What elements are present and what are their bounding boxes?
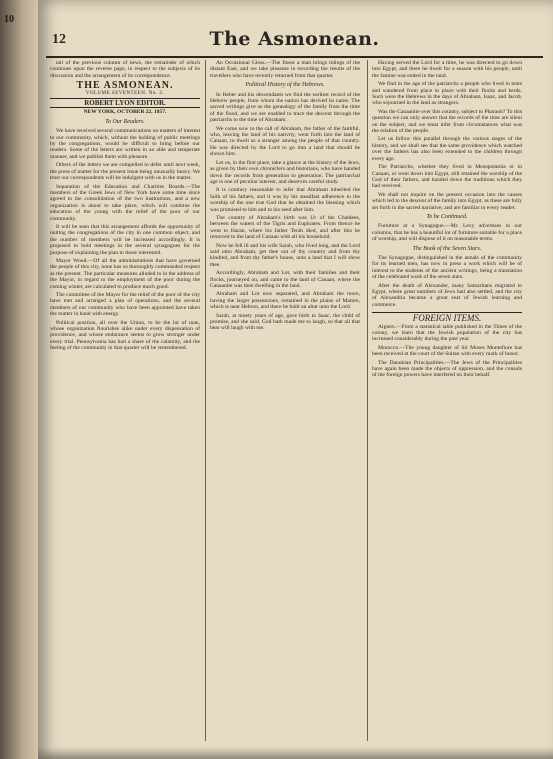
article-paragraph: Mayor Wood.—Of all the administrations that have governed the people of this city, none has so thoroughly commanded respect as the present. The particular measures alluded to in the address of the Mayor, in regard to the employment of the poor during the coming winter, are calculated to produce much good. — [50, 257, 200, 290]
article-paragraph: It is contrary reasonable to infer that Abraham inherited the faith of his fathers, and it was by his steadfast adherence to the worship of the one true God that he obtained the blessing which was promised to him and to his seed after him. — [210, 187, 360, 213]
section-heading: Political History of the Hebrews. — [245, 82, 325, 89]
masthead-title: The Asmonean. — [209, 28, 380, 50]
editor-line: ROBERT LYON EDITOR. — [50, 98, 200, 108]
article-paragraph: In Heber and his descendants we find the earliest record of the Hebrew people, from whom the nation has derived its name. The sacred writings give us the genealogy of the family from the time of the flood, and we are enabled to trace the descent through the patriarchs to the time of Abraham. — [210, 91, 360, 124]
article-paragraph: The Patriarchs, whether they lived in Mesopotamia or in Canaan, or went down into Egypt, still retained the worship of the God of their fathers, and handed down the traditions which they had received. — [372, 164, 522, 190]
column-3 — [372, 60, 522, 741]
article-paragraph: Sarah, at ninety years of age, gave birth to Isaac, the child of promise, and she said, God hath made me to laugh, so that all that hear will laugh with me. — [210, 312, 360, 332]
newspaper-page — [38, 0, 553, 759]
article-paragraph: The Danubian Principalities.—The Jews of the Principalities have again been made the objects of oppression, and the consuls of the foreign powers have interfered on their behalf. — [372, 359, 522, 379]
column-2 — [210, 60, 360, 741]
article-paragraph: It will be seen that this arrangement affords the opportunity of uniting the congregations of the city in one common object, and the number of members will be increased accordingly. It is proposed to hold meetings in the several synagogues for the purpose of explaining the plan to those interested. — [50, 223, 200, 256]
article-paragraph: Let us, in the first place, take a glance at the history of the Jews, as given by their own chroniclers and historians, who have handed down the records from generation to generation. The patriarchal age is one of peculiar interest, and deserves careful study. — [210, 159, 360, 185]
article-paragraph: Political position, all over the Union, to be the lot of man, whose organization flourishes alike under every dispensation of providence, and whose endurance seems to grow stronger under every trial. Pennsylvania has had a share of the calamity, and the feeling of the community in that quarter will be remembered. — [50, 319, 200, 352]
article-paragraph: The country of Abraham's birth was Ur of the Chaldees, between the waters of the Tigris and Euphrates. From thence he went to Haran, where his father Terah died, and after this he removed to the land of Canaan with all his household. — [210, 214, 360, 241]
article-paragraph: Accordingly, Abraham and Lot, with their families and their flocks, journeyed on, and came to the land of Canaan, where the Canaanite was then dwelling in the land. — [210, 270, 360, 289]
article-paragraph: Separation of the Education and Charities Boards.—The members of the Greek Jews of New York have some time since agreed to the consolidation of the two institutions, and a new organization is about to take place, which will combine the education of the young with the relief of the poor of our community. — [50, 183, 200, 222]
article-paragraph: After the death of Alexander, many Samaritans migrated to Egypt, where great numbers of Jews had also settled, and the city of Alexandria became a great seat of Jewish learning and commerce. — [372, 282, 522, 308]
article-paragraph: We come now to the call of Abraham, the father of the faithful, who, leaving the land of his nativity, went forth into the land of Canaan, to dwell as a stranger among the people of that country. He was directed by the Lord to go into a land that should be shown him. — [210, 125, 360, 158]
section-heading: The Book of the Seven Stars. — [412, 245, 482, 252]
article-paragraph: Was the Canaanite over this country, subject to Pharaoh? To this question we can only answer that the records of the time are silent on the subject, and we must infer from circumstances what was the relation of the people. — [372, 108, 522, 135]
columns — [46, 60, 543, 741]
article-paragraph: Now he fell ill and his wife Sarah, who lived long, and the Lord said unto Abraham, get thee out of thy country and from thy kindred, and from thy father's house, unto a land that I will show thee. — [210, 242, 360, 268]
article-paragraph: Abraham and Lot now separated, and Abraham the more, having the larger possessions, remained in the plains of Mamre, which is near Hebron, and there he built an altar unto the Lord. — [210, 291, 360, 311]
column-rule — [367, 60, 368, 741]
page-number: 12 — [52, 32, 66, 47]
foreign-items-heading: FOREIGN ITEMS. — [372, 312, 522, 321]
date-line: NEW YORK, OCTOBER 22, 1857. — [83, 109, 167, 116]
article-paragraph: The Synagogue, distinguished in the annals of the community for its learned men, has now in press a work which will be of interest to the students of the ancient writings, being a translation of the celebrated work of the seven stars. — [372, 254, 522, 281]
masthead-rule — [46, 56, 543, 58]
article-paragraph: An Occasional Gloss.—The finest a man brings tidings of the distant East, and we take pleasure in recording the results of the travellers who have recently returned from that quarter. — [210, 60, 360, 79]
article-paragraph: We shall not inquire on the present occasion into the causes which led to the descent of the family into Egypt, as these are fully set forth in the sacred narrative, and are familiar to every reader. — [372, 191, 522, 211]
intro-paragraph: tail of the previous column of news, the remainder of which continues upon the reverse page, in respect to the subjects of its discussion and the arrangement of its correspondence. — [50, 60, 200, 79]
section-heading: To Our Readers. — [105, 118, 145, 125]
article-paragraph: Furniture at a Synagogue.—Mr. Levy advertises in our columns, that he has a beautiful lot of furniture suitable for a place of worship, and will dispose of it on reasonable terms. — [372, 223, 522, 243]
article-paragraph: Let us follow this parallel through the various stages of the history, and we shall see that the same providence which watched over the fathers has also been extended to the children through every age. — [372, 136, 522, 162]
article-paragraph: Algiers.—From a statistical table published in the Times of the colony, we learn that the Jewish population of the city has increased considerably during the past year. — [372, 323, 522, 343]
volume-line: VOLUME SEVENTEEN. No. 2. — [85, 90, 165, 96]
article-paragraph: The committee of the Mayor for the relief of the poor of the city have met and arranged a plan of operations, and the several members of our community who have been appointed have taken the matter in hand with energy. — [50, 292, 200, 318]
column-1 — [50, 60, 200, 741]
edge-page-number: 10 — [4, 14, 14, 25]
article-paragraph: Others of the letters we are compelled to defer until next week, the press of matter for the present issue being unusually heavy. We trust our correspondents will be indulgent with us in the matter. — [50, 162, 200, 182]
book-binding-edge — [0, 0, 38, 759]
continued-note: To be Continued. — [426, 213, 468, 220]
article-paragraph: Morocco.—The young daughter of Sir Moses Montefiore has been received at the court of the Sultan with every mark of honor. — [372, 344, 522, 358]
page-bottom-shadow — [38, 747, 553, 759]
column-rule — [205, 60, 206, 741]
article-paragraph: We have received several communications on matters of interest to our community, which, without the holding of public meetings by the congregations, would be difficult to bring before our readers. Some of the letters are written in an able and temperate manner, and we publish them with pleasure. — [50, 128, 200, 160]
masthead — [46, 28, 543, 56]
paper-name: THE ASMONEAN. — [76, 80, 174, 92]
article-paragraph: We find in the age of the patriarchs a people who lived in tents and wandered from place to place with their flocks and herds. Such were the Hebrews in the days of Abraham, Isaac, and Jacob, who sojourned in the land as strangers. — [372, 81, 522, 107]
article-paragraph: Having served the Lord for a time, he was directed to go down into Egypt, and there he dwelt for a season with his people, until the famine was ended in the land. — [372, 60, 522, 79]
